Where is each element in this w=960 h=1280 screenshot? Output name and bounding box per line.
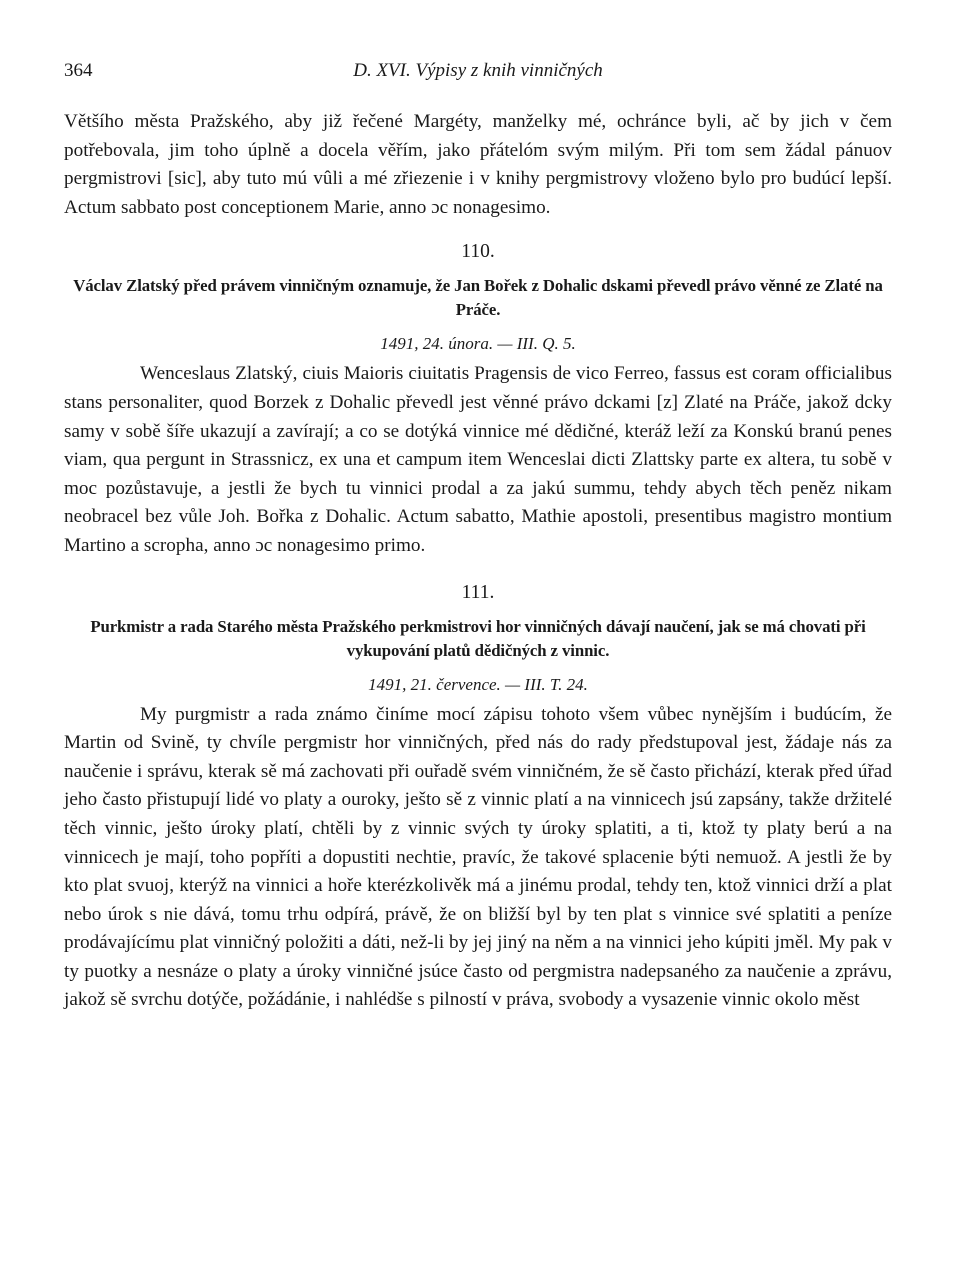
section-110-text: Wenceslaus Zlatský, ciuis Maioris ciuitatis Pragensis de vico Ferreo, fassus est coram officialibus stans personaliter, quod Borzek z Dohalic převedl jest věnné právo dckami [z] Zlaté na Práče, jakož dcky samy v sobě šíře ukazují a zavírají; a co se dotýká vinnice mé dědičné, kteráž leží za Konskú branú penes viam, qua pergunt in Strassnicz, ex una et campum item Wenceslai dicti Zlattsky parte ex altera, tu sobě v moc pozůstavuje, a jestli že bych tu vinnici prodal a za jakú summu, tehdy abych těch peněz nikam neobracel bez vůle Joh. Bořka z Dohalic. Actum sabatto, Mathie apostoli, presentibus magistro montium Martino a scropha, anno ɔc nonagesimo primo. [64,363,892,556]
document-page [64,60,892,1015]
section-111-date: 1491, 21. července. — III. T. 24. [368,674,588,694]
section-111-text: My purgmistr a rada známo činíme mocí zápisu tohoto všem vůbec nynějším i budúcím, že Martin od Svině, ty chvíle pergmistr hor vinničných, před nás do rady předstupoval jest, žádaje nás za naučenie i správu, kterak sě má zachovati při ouřadě svém vinničném, že sě často přichází, kterak před úřad jeho často přistupují lidé vo platy a ouroky, ješto sě z vinnic platí a na vinnicech jsú zapsány, takže držitelé těch vinnic, ješto úroky platí, chtěli by z vinnic svých ty úroky splatiti, a ti, ktož ty platy berú a na vinnicech je mají, toho popříti a dopustiti nechtie, pravíc, že takové splacenie býti nemuož. A jestli že by kto plat svuoj, kterýž na vinnici a hoře kterézkolivěk má a jinému prodal, tehdy ten, ktož vinnici drží a plat nebo úrok s nie dává, tomu trhu odpírá, právě, že on bližší byl by ten plat s vinnice své splatiti a peníze prodávajícímu plat vinničný položiti a dáti, než-li by jej jiný na něm a na vinnici jeho kúpiti jměl. My pak v ty puotky a nesnáze o platy a úroky vinničné jsúce často od pergmistra nadepsaného za naučenie a zprávu, jakož sě svrchu dotýče, požádánie, i nahlédše s pilností v práva, svobody a vysazenie vinnic okolo měst [64,703,892,1011]
section-number-110: 110. [461,241,495,263]
header-title: D. XVI. Výpisy z knih vinničných [353,60,603,81]
section-number-111: 111. [461,581,495,603]
section-111-regest: Purkmistr a rada Starého města Pražského perkmistrovi hor vinničných dávají naučení, jak se má chovati při vykupování platů dědičných z vinnic. [90,616,866,660]
section-110-date: 1491, 24. února. — III. Q. 5. [380,334,576,354]
section-110-regest: Václav Zlatský před právem vinničným oznamuje, že Jan Bořek z Dohalic dskami převedl právo věnné ze Zlaté na Práče. [73,276,883,320]
page-number: 364 [64,60,93,81]
running-head [64,60,892,90]
intro-paragraph: Většího města Pražského, aby již řečené Margéty, manželky mé, ochránce byli, ač by jich v čem potřebovala, jim toho úplně a docela věřím, jako přátelóm svým milým. Při tom sem žádal pánuov pergmistrovi [sic], aby tuto mú vûli a mé zřiezenie i v knihy pergmistrovy vloženo bylo pro budúcí lepší. Actum sabbato post conceptionem Marie, anno ɔc nonagesimo. [64,111,892,218]
